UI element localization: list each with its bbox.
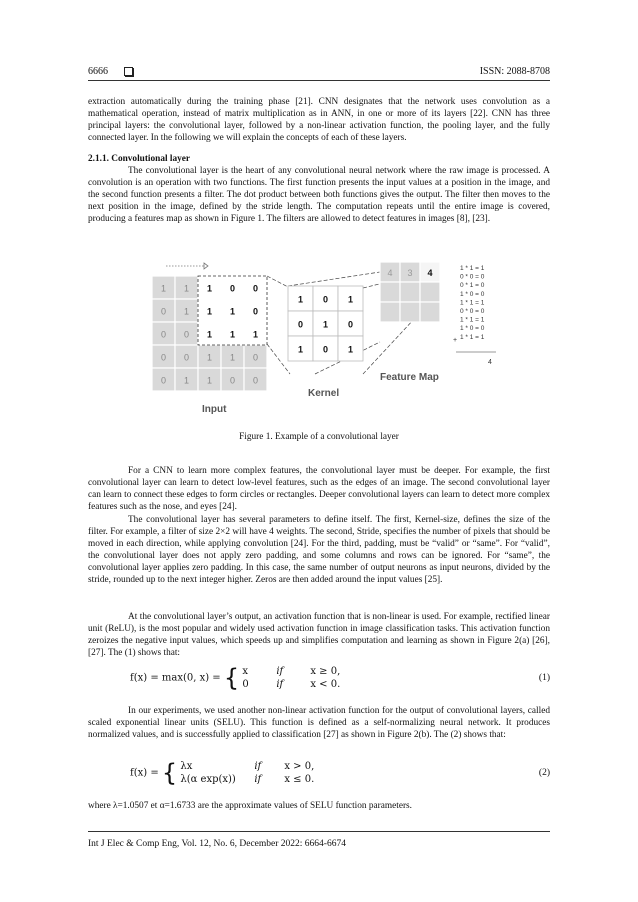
input-cell-value: 0 — [229, 375, 236, 386]
feature-map-cell — [400, 282, 420, 302]
kernel-cell-value: 0 — [322, 294, 329, 305]
section-heading: 2.1.1. Convolutional layer — [88, 154, 191, 164]
header-rule — [88, 80, 550, 81]
feature-map-value: 4 — [387, 268, 393, 278]
kernel-label: Kernel — [308, 388, 340, 399]
computation-line: 1 * 1 = 1 — [460, 265, 485, 272]
kernel-cell-value: 0 — [322, 344, 329, 355]
input-cell-value: 0 — [252, 375, 259, 386]
paragraph-2: The convolutional layer is the heart of any convolutional neural network where the raw image is processed. A convolution is an operation with two functions. The first function presents the input values at a position in the image, and the second function presents a filter. The dot product between both functions gives the output. The filter then moves to the next position in the image, defined by the stride length. The computation repeats until the entire image is covered, producing a features map as shown in Figure 1. The filters are allowed to detect features in images [8], [23]. — [88, 166, 550, 225]
input-cell-value: 1 — [252, 329, 259, 340]
input-cell-value: 1 — [206, 329, 213, 340]
stride-arrowhead — [204, 263, 208, 269]
input-cell-value: 1 — [183, 306, 190, 317]
input-cell-value: 1 — [183, 283, 190, 294]
computation-line: 0 * 1 = 0 — [460, 282, 485, 290]
input-cell-value: 1 — [160, 283, 167, 294]
computation-plus: + — [453, 337, 458, 344]
paragraph-5: At the convolutional layer’s output, an activation function that is non-linear is used. For example, rectified linear unit (ReLU), is the most popular and widely used activation function in image classification tasks. This activation function zeroizes the negative input values, which speeds up and simplifies computation and learning as shown in Figure 2(a) [26], [27]. The (1) shows that: — [88, 612, 550, 659]
input-cell-value: 0 — [160, 352, 167, 363]
feature-map-cell — [420, 302, 440, 322]
input-cell-value: 0 — [160, 306, 167, 317]
computation-line: 0 * 0 = 0 — [460, 308, 485, 315]
feature-map-cell — [380, 302, 400, 322]
kernel-cell-value: 1 — [347, 294, 354, 305]
paragraph-3: For a CNN to learn more complex features, the convolutional layer must be deeper. For example, the first convolutional layer can learn to detect low-level features, such as the edges of an image. The second convolutional layer can learn to connect these edges to form circles or rectangles. Deeper convolutional layers can learn to detect more complex features such as the nose, and eyes [24]. — [88, 466, 550, 513]
kernel-grid — [288, 286, 363, 361]
input-cell-value: 0 — [183, 329, 190, 340]
kernel-cell-value: 0 — [297, 319, 304, 330]
input-cell-value: 0 — [252, 352, 259, 363]
feature-map-value: 3 — [407, 268, 413, 278]
input-cell-value: 1 — [206, 375, 213, 386]
input-cell-value: 0 — [229, 283, 236, 294]
input-label: Input — [202, 404, 227, 415]
input-cell-value: 1 — [206, 352, 213, 363]
feature-map-cell — [420, 282, 440, 302]
eq1-lhs: f(x) = max(0, x) = — [130, 672, 221, 684]
feature-map-cell — [380, 282, 400, 302]
input-cell-value: 1 — [206, 306, 213, 317]
equation-2-number: (2) — [538, 768, 550, 778]
footer-journal: Int J Elec & Comp Eng, Vol. 12, No. 6, December 2022: 6664-6674 — [88, 839, 346, 849]
input-cell-value: 0 — [252, 306, 259, 317]
input-cell-value: 0 — [160, 329, 167, 340]
feature-map-label: Feature Map — [380, 372, 439, 383]
input-cell-value: 1 — [206, 283, 213, 294]
feature-map-value: 4 — [427, 268, 433, 278]
kernel-cell-value: 0 — [347, 319, 354, 330]
equation-1: f(x) = max(0, x) = { x if x ≥ 0, 0 if x < 0. — [130, 664, 341, 692]
convolution-figure — [150, 254, 510, 424]
computation-line: 1 * 1 = 1 — [460, 299, 485, 307]
kernel-cell-value: 1 — [297, 294, 304, 305]
computation-line: 0 * 0 = 0 — [460, 273, 485, 281]
figure-caption: Figure 1. Example of a convolutional layer — [239, 432, 399, 442]
input-cell-value: 1 — [229, 329, 236, 340]
paragraph-1: extraction automatically during the training phase [21]. CNN designates that the network uses convolution as a mathematical operation, instead of matrix multiplication as in ANN, in one or more of its layers [22]. CNN has three principal layers: the convolutional layer, followed by a non-linear activation function, the pooling layer, and the fully connected layer. In the following we will explain the concepts of each of these layers. — [88, 97, 550, 144]
eq2-lhs: f(x) = — [130, 767, 159, 779]
input-grid — [152, 276, 267, 391]
brace-icon: { — [223, 664, 240, 692]
input-cell-value: 0 — [252, 283, 259, 294]
input-cell-value: 0 — [183, 352, 190, 363]
footer-rule — [88, 831, 550, 832]
paragraph-7: where λ=1.0507 et α=1.6733 are the approximate values of SELU function parameters. — [88, 801, 412, 811]
computation-line: 1 * 0 = 0 — [460, 325, 485, 333]
input-cell-value: 1 — [229, 306, 236, 317]
computation-line: 1 * 1 = 1 — [460, 316, 485, 324]
computation-result: 4 — [488, 359, 492, 366]
kernel-cell-value: 1 — [297, 344, 304, 355]
input-cell-value: 1 — [183, 375, 190, 386]
equation-1-number: (1) — [538, 673, 550, 683]
equation-2: f(x) = { λx if x > 0, λ(α exp(x)) if x ≤ 0. — [130, 759, 315, 787]
issn: ISSN: 2088-8708 — [479, 66, 550, 77]
kernel-cell-value: 1 — [322, 319, 329, 330]
page-number: 6666 — [88, 66, 108, 77]
brace-icon: { — [161, 759, 178, 787]
computation-list — [460, 265, 485, 341]
kernel-cell-value: 1 — [347, 344, 354, 355]
input-cell-value: 0 — [160, 375, 167, 386]
paragraph-6: In our experiments, we used another non-linear activation function for the output of convolutional layers, called scaled exponential linear units (SELU). This function is defined as a self-normalizing neural network. It produces normalized values, and is successfully applied to classification [27] as shown in Figure 2(b). The (2) shows that: — [88, 706, 550, 741]
feature-map-cell — [400, 302, 420, 322]
computation-line: 1 * 0 = 0 — [460, 290, 485, 298]
computation-line: 1 * 1 = 1 — [460, 333, 485, 341]
paragraph-4: The convolutional layer has several parameters to define itself. The first, Kernel-size, defines the size of the filter. For example, a filter of size 2×2 will have 4 weights. The second, Stride, specifies the number of pixels that should be moved in each direction, while applying convolution [24]. For the third, padding, must be “valid” or “same”. For “valid”, the convolutional layer does not apply zero padding, and some columns and rows can be ignored. For “same”, the convolutional layer applies zero padding. In this case, the same number of output neurons as input neurons, divided by the stride, rounded up to the next integer higher. Zeros are then added around the input values [25]. — [88, 515, 550, 586]
input-cell-value: 1 — [229, 352, 236, 363]
square-icon — [124, 67, 133, 76]
feature-map-grid — [380, 262, 440, 322]
